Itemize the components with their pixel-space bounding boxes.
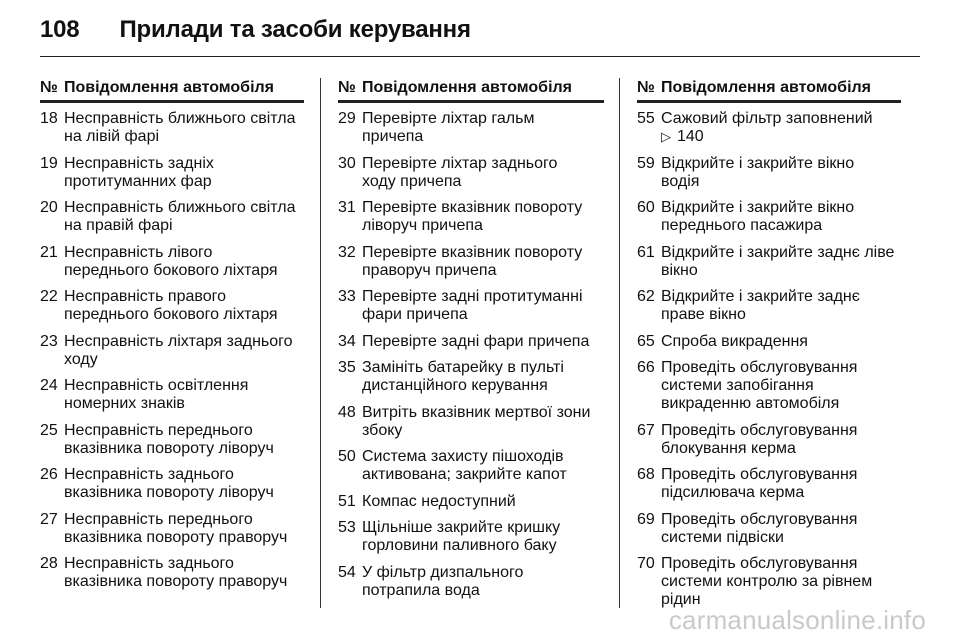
column-divider — [320, 78, 321, 608]
message-entry — [338, 110, 604, 146]
message-text-body: У фільтр дизпального потрапила вода — [362, 563, 524, 599]
message-number: 24 — [40, 377, 58, 394]
page-reference-link[interactable]: 140 — [677, 128, 704, 145]
message-number: 66 — [637, 359, 655, 376]
message-number: 55 — [637, 110, 655, 127]
message-number: 22 — [40, 288, 58, 305]
message-number: 21 — [40, 243, 58, 261]
message-text-body: Замініть батарейку в пульті дистанційного керування — [362, 359, 564, 394]
message-text-body: Проведіть обслуговування підсилювача керма — [661, 466, 858, 501]
message-entry — [40, 511, 304, 547]
message-number: 31 — [338, 199, 356, 216]
message-text-body: Несправність переднього вказівника повороту праворуч — [64, 510, 288, 546]
message-text-body: Щільніше закрийте кришку горловини паливного баку — [362, 519, 561, 554]
message-entry — [40, 288, 304, 324]
message-entry — [637, 110, 901, 146]
message-column-2 — [338, 78, 604, 608]
message-text — [661, 155, 854, 191]
message-number: 62 — [637, 288, 655, 305]
message-entry — [338, 404, 604, 440]
message-number: 51 — [338, 492, 356, 510]
message-entry — [338, 519, 604, 555]
page-header — [40, 12, 920, 48]
message-text — [661, 511, 857, 547]
message-text-body: Несправність ближнього світла на правій фарі — [64, 199, 296, 234]
message-text — [362, 288, 583, 324]
message-text-body: Відкрийте і закрийте заднє ліве вікно — [661, 243, 895, 279]
message-entry — [338, 493, 604, 511]
message-entry — [338, 155, 604, 191]
message-entry — [40, 466, 304, 502]
message-number: 54 — [338, 563, 356, 581]
message-text-body: Відкрийте і закрийте вікно водія — [661, 154, 855, 190]
message-text — [362, 493, 516, 511]
message-list — [338, 110, 604, 600]
message-text-body: Несправність правого переднього бокового ліхтаря — [64, 288, 278, 323]
message-text-body: Перевірте вказівник повороту ліворуч причепа — [362, 199, 583, 234]
message-entry — [338, 448, 604, 484]
message-text — [64, 422, 274, 458]
column-header — [338, 78, 604, 103]
message-text-body: Несправність лівого переднього бокового ліхтаря — [64, 243, 278, 279]
arrow-right-icon: ▷ — [661, 129, 671, 144]
message-text-body: Перевірте задні фари причепа — [362, 332, 590, 350]
message-text — [362, 359, 564, 395]
message-text — [362, 404, 590, 440]
column-header-number: № — [637, 79, 655, 96]
message-number: 61 — [637, 243, 655, 261]
message-text-body: Несправність ліхтаря заднього ходу — [64, 332, 293, 368]
message-entry — [40, 110, 304, 146]
message-entry — [637, 333, 901, 351]
message-number: 27 — [40, 510, 58, 528]
message-text-body: Перевірте ліхтар гальм причепа — [362, 110, 535, 145]
message-text — [661, 199, 854, 235]
message-text — [661, 466, 857, 502]
message-entry — [338, 288, 604, 324]
message-number: 20 — [40, 199, 58, 216]
message-text — [661, 244, 894, 280]
message-entry — [637, 359, 901, 413]
message-entry — [338, 359, 604, 395]
column-header-number: № — [40, 79, 58, 96]
message-text — [64, 511, 287, 547]
message-text-body: Перевірте задні протитуманні фари причепа — [362, 288, 583, 323]
message-entry — [637, 511, 901, 547]
column-header — [40, 78, 304, 103]
message-number: 60 — [637, 199, 655, 216]
message-entry — [40, 333, 304, 369]
message-text — [64, 377, 248, 413]
message-number: 48 — [338, 403, 356, 421]
column-header-title: Повідомлення автомобіля — [362, 79, 573, 96]
message-list — [40, 110, 304, 591]
message-text — [661, 288, 860, 324]
column-header — [637, 78, 901, 103]
page-title: Прилади та засоби керування — [119, 16, 471, 43]
message-entry — [40, 377, 304, 413]
column-divider — [619, 78, 620, 608]
watermark: carmanualsonline.info — [668, 605, 926, 635]
column-header-number: № — [338, 79, 356, 96]
column-header-title: Повідомлення автомобіля — [64, 79, 275, 96]
message-text-body: Компас недоступний — [362, 492, 516, 510]
message-column-1 — [40, 78, 304, 600]
message-entry — [637, 466, 901, 502]
message-text — [661, 422, 857, 458]
message-entry — [338, 244, 604, 280]
message-text — [64, 333, 293, 369]
message-entry — [40, 555, 304, 591]
message-list — [637, 110, 901, 609]
message-text — [362, 244, 582, 280]
message-number: 68 — [637, 466, 655, 483]
message-text-body: Несправність ближнього світла на лівій фарі — [64, 110, 296, 145]
message-text — [661, 110, 873, 146]
message-number: 50 — [338, 448, 356, 465]
message-text — [362, 333, 589, 351]
message-number: 28 — [40, 555, 58, 572]
message-text-body: Система захисту пішоходів активована; закрийте капот — [362, 448, 567, 483]
message-text-body: Сажовий фільтр заповнений — [661, 110, 873, 127]
message-text-body: Несправність освітлення номерних знаків — [64, 377, 249, 412]
message-text — [661, 333, 808, 351]
message-text-body: Несправність задніх протитуманних фар — [64, 154, 214, 190]
message-text — [661, 359, 857, 413]
message-entry — [40, 244, 304, 280]
message-text-body: Проведіть обслуговування системи запобігання викраденню автомобіля — [661, 359, 858, 412]
message-text-body: Проведіть обслуговування системи підвіски — [661, 510, 858, 546]
message-text — [64, 466, 274, 502]
message-entry — [338, 333, 604, 351]
message-text-body: Проведіть обслуговування блокування керма — [661, 421, 858, 457]
header-divider — [40, 56, 920, 57]
message-text — [362, 155, 557, 191]
message-number: 23 — [40, 332, 58, 350]
message-text — [64, 155, 214, 191]
message-entry — [338, 199, 604, 235]
message-text — [362, 199, 582, 235]
message-text — [64, 244, 278, 280]
message-number: 34 — [338, 332, 356, 350]
message-entry — [637, 244, 901, 280]
message-number: 65 — [637, 332, 655, 350]
message-entry — [40, 199, 304, 235]
message-text-body: Перевірте вказівник повороту праворуч причепа — [362, 243, 583, 279]
message-number: 35 — [338, 359, 356, 376]
message-number: 67 — [637, 421, 655, 439]
message-number: 30 — [338, 154, 356, 172]
message-entry — [40, 155, 304, 191]
message-number: 32 — [338, 243, 356, 261]
message-entry — [637, 155, 901, 191]
message-text — [64, 199, 296, 235]
message-text-body: Проведіть обслуговування системи контролю за рівнем рідин — [661, 555, 873, 608]
message-entry — [637, 555, 901, 609]
message-text — [362, 110, 534, 146]
message-text-body: Перевірте ліхтар заднього ходу причепа — [362, 154, 558, 190]
message-number: 26 — [40, 466, 58, 483]
message-number: 29 — [338, 110, 356, 127]
message-number: 70 — [637, 555, 655, 572]
message-column-3 — [637, 78, 901, 618]
message-text — [64, 288, 278, 324]
message-text-body: Відкрийте і закрийте заднє праве вікно — [661, 288, 860, 323]
message-number: 19 — [40, 154, 58, 172]
message-entry — [40, 422, 304, 458]
message-text-body: Витріть вказівник мертвої зони збоку — [362, 403, 591, 439]
message-entry — [338, 564, 604, 600]
message-text — [362, 448, 567, 484]
message-text-body: Несправність заднього вказівника повороту праворуч — [64, 555, 288, 590]
message-text-body: Відкрийте і закрийте вікно переднього пасажира — [661, 199, 855, 234]
message-entry — [637, 288, 901, 324]
message-text — [661, 555, 872, 609]
message-text — [64, 555, 287, 591]
message-number: 53 — [338, 519, 356, 536]
message-text — [64, 110, 296, 146]
message-number: 25 — [40, 421, 58, 439]
column-header-title: Повідомлення автомобіля — [661, 79, 872, 96]
message-text-body: Несправність заднього вказівника повороту ліворуч — [64, 466, 274, 501]
message-number: 59 — [637, 154, 655, 172]
page-number: 108 — [40, 16, 80, 43]
message-entry — [637, 199, 901, 235]
message-number: 69 — [637, 510, 655, 528]
message-text — [362, 519, 560, 555]
message-text-body: Несправність переднього вказівника повороту ліворуч — [64, 421, 274, 457]
message-number: 33 — [338, 288, 356, 305]
message-text — [362, 564, 523, 600]
message-text-body: Спроба викрадення — [661, 332, 808, 350]
message-number: 18 — [40, 110, 58, 127]
message-entry — [637, 422, 901, 458]
